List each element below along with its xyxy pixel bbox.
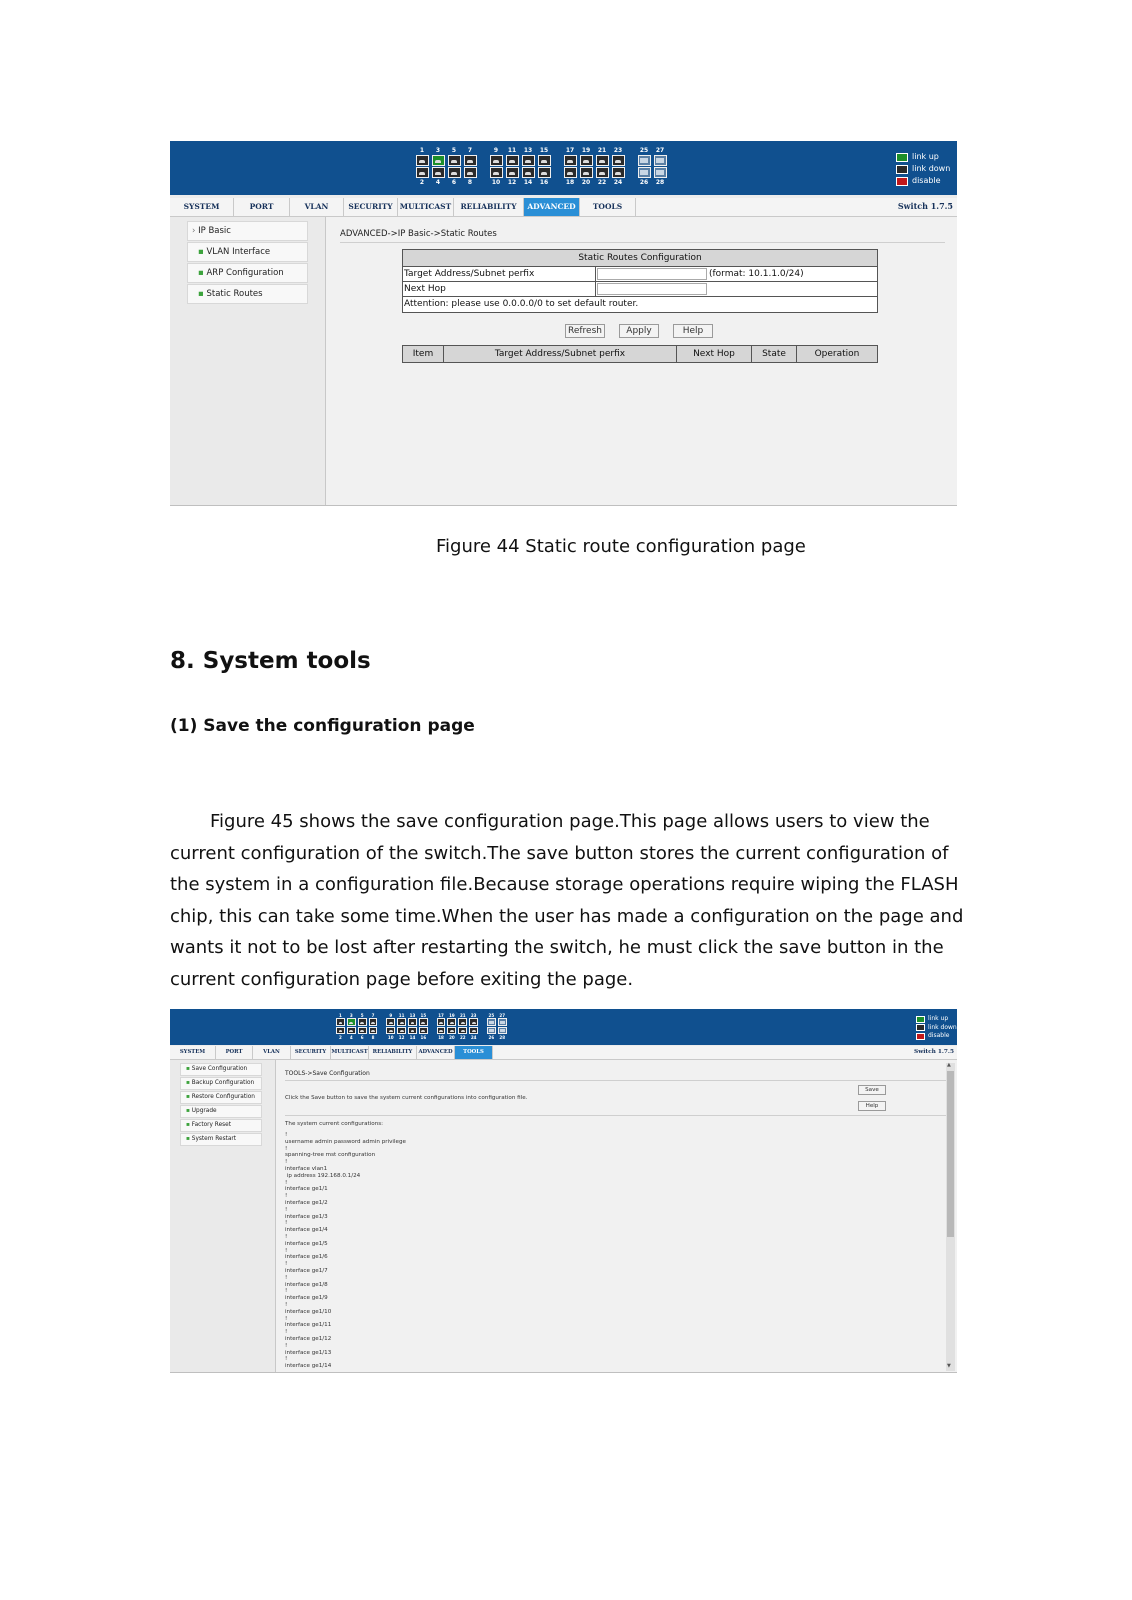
port-icon-row <box>414 167 478 179</box>
legend-link-up: link up <box>928 1015 949 1022</box>
bullet-icon: ▪ <box>186 1094 192 1100</box>
port-number: 19 <box>581 147 591 154</box>
port-link-down-icon[interactable] <box>654 167 667 178</box>
figure-44-caption: Figure 44 Static route configuration page <box>436 536 806 557</box>
config-header: The system current configurations: <box>285 1121 384 1127</box>
tab-vlan[interactable]: VLAN <box>290 198 344 216</box>
column-next-hop: Next Hop <box>677 346 752 362</box>
sidebar-item-ip-basic[interactable] <box>187 221 308 241</box>
port-number: 20 <box>449 1034 455 1040</box>
port-number: 16 <box>420 1034 427 1040</box>
port-link-down-icon[interactable] <box>358 1027 367 1034</box>
bullet-icon: ▪ <box>186 1080 192 1086</box>
port-group <box>488 147 552 187</box>
breadcrumb: ADVANCED->IP Basic->Static Routes <box>340 229 497 239</box>
port-number: 4 <box>349 1034 353 1040</box>
version-label: Switch 1.7.5 <box>897 201 953 211</box>
port-link-down-icon[interactable] <box>358 1018 367 1025</box>
port-number-row <box>414 147 478 155</box>
legend-disable: disable <box>928 1032 950 1039</box>
port-number: 25 <box>639 147 649 154</box>
sidebar-item-arp-configuration[interactable] <box>187 263 308 283</box>
port-icon-row <box>385 1027 429 1035</box>
tab-security[interactable]: SECURITY <box>344 198 398 216</box>
port-number: 11 <box>398 1013 405 1018</box>
legend-link-up: link up <box>912 152 939 161</box>
port-number-row <box>486 1035 508 1040</box>
port-number: 3 <box>435 147 441 154</box>
port-number-row <box>562 179 626 187</box>
tab-system[interactable]: SYSTEM <box>170 1046 216 1059</box>
column-target-address: Target Address/Subnet perfix <box>444 346 677 362</box>
sidebar-item-vlan-interface[interactable] <box>187 242 308 262</box>
port-number: 25 <box>488 1013 495 1018</box>
port-panel-header <box>170 1009 957 1045</box>
port-link-down-icon[interactable] <box>336 1027 345 1034</box>
port-icon-row <box>385 1018 429 1026</box>
port-number: 19 <box>449 1013 455 1018</box>
port-number: 2 <box>419 179 425 186</box>
tab-reliability[interactable]: RELIABILITY <box>369 1046 417 1059</box>
port-link-down-icon[interactable] <box>596 167 609 178</box>
port-number: 8 <box>467 179 473 186</box>
port-number: 15 <box>420 1013 427 1018</box>
bullet-icon: ▪ <box>186 1066 192 1072</box>
port-icon-row <box>562 167 626 179</box>
port-number: 5 <box>360 1013 364 1018</box>
breadcrumb: TOOLS->Save Configuration <box>285 1070 370 1077</box>
port-link-down-icon[interactable] <box>464 167 477 178</box>
paragraph-line: wants it not to be lost after restarting the switch, he must click the save button in the <box>170 937 944 958</box>
port-number: 12 <box>507 179 517 186</box>
port-number-row <box>488 147 552 155</box>
sidebar-item-label: Upgrade <box>191 1108 217 1114</box>
tab-security[interactable]: SECURITY <box>291 1046 331 1059</box>
port-number: 6 <box>360 1034 364 1040</box>
next-hop-label: Next Hop <box>404 284 446 294</box>
port-link-down-icon[interactable] <box>369 1027 378 1034</box>
port-number: 27 <box>499 1013 506 1018</box>
port-link-down-icon[interactable] <box>347 1027 356 1034</box>
label-divider <box>595 267 596 281</box>
paragraph-line: current configuration of the switch.The save button stores the current configuration of <box>170 842 949 864</box>
port-number: 17 <box>565 147 575 154</box>
static-routes-list-header <box>402 345 878 363</box>
port-link-down-icon[interactable] <box>437 1018 446 1025</box>
legend-link-down: link down <box>912 164 951 173</box>
current-configuration-text: ! username admin password admin privilege ! spanning-tree mst configuration ! interface vlan1 ip address 192.168.0.1/24 ! interface ge1/1 ! interface ge1/2 ! interface ge1/3 ! interface ge1/4 ! interface ge1/5 ! interface ge1/6 ! interface ge1/7 ! interface ge1/8 ! interface ge1/9 ! interface ge1/10 ! interface ge1/11 ! interface ge1/12 ! interface ge1/13 ! interface ge1/14 <box>285 1132 406 1370</box>
link-up-icon <box>916 1016 925 1023</box>
tab-system[interactable]: SYSTEM <box>170 198 234 216</box>
attention-note: Attention: please use 0.0.0.0/0 to set default router. <box>404 299 639 309</box>
port-number: 18 <box>565 179 575 186</box>
sidebar-item-label: System Restart <box>191 1136 237 1142</box>
port-link-down-icon[interactable] <box>458 1018 467 1025</box>
port-number: 9 <box>493 147 499 154</box>
port-link-down-icon[interactable] <box>522 155 535 166</box>
link-down-icon <box>916 1024 925 1031</box>
port-number: 28 <box>655 179 665 186</box>
bullet-icon: ▪ <box>198 247 207 257</box>
port-number: 18 <box>438 1034 444 1040</box>
sidebar-item-label: Factory Reset <box>191 1122 231 1128</box>
port-icon-row <box>488 167 552 179</box>
port-number: 20 <box>581 179 591 186</box>
port-link-down-icon[interactable] <box>448 167 461 178</box>
port-legend <box>896 151 950 187</box>
port-number: 2 <box>339 1034 342 1040</box>
bullet-icon: ▪ <box>198 268 207 278</box>
port-number-row <box>414 179 478 187</box>
bullet-icon: ▪ <box>198 289 207 299</box>
sidebar-item-label: VLAN Interface <box>206 247 271 257</box>
port-link-down-icon[interactable] <box>447 1018 456 1025</box>
port-number: 15 <box>539 147 549 154</box>
port-number: 6 <box>451 179 457 186</box>
apply-button[interactable]: Apply <box>619 324 659 338</box>
port-icon-row <box>562 155 626 167</box>
tab-port[interactable]: PORT <box>216 1046 253 1059</box>
port-link-up-icon[interactable] <box>347 1018 356 1025</box>
tab-multicast[interactable]: MULTICAST <box>398 198 454 216</box>
port-icon-row <box>335 1027 379 1035</box>
tab-tools[interactable]: TOOLS <box>455 1046 493 1059</box>
subsection-heading: (1) Save the configuration page <box>170 716 475 736</box>
sidebar-item-backup-configuration[interactable] <box>180 1077 262 1090</box>
port-number: 13 <box>409 1013 416 1018</box>
port-number: 1 <box>339 1013 342 1018</box>
port-number-row <box>436 1035 480 1040</box>
column-state: State <box>752 346 797 362</box>
port-link-down-icon[interactable] <box>386 1027 395 1034</box>
bullet-icon: ▪ <box>186 1136 192 1142</box>
port-link-down-icon[interactable] <box>469 1018 478 1025</box>
sidebar-item-label: Backup Configuration <box>191 1080 255 1086</box>
port-number: 24 <box>470 1034 477 1040</box>
sidebar-item-static-routes[interactable] <box>187 284 308 304</box>
disable-icon <box>916 1033 925 1040</box>
port-link-down-icon[interactable] <box>638 155 651 166</box>
sidebar-item-label: Save Configuration <box>191 1066 248 1072</box>
legend-disable: disable <box>912 176 941 185</box>
port-link-down-icon[interactable] <box>498 1027 507 1034</box>
port-number: 7 <box>467 147 473 154</box>
port-link-down-icon[interactable] <box>506 167 519 178</box>
port-link-down-icon[interactable] <box>464 155 477 166</box>
port-link-down-icon[interactable] <box>437 1027 446 1034</box>
port-number: 9 <box>389 1013 393 1018</box>
link-down-icon <box>896 165 908 174</box>
port-number: 21 <box>459 1013 466 1018</box>
tab-advanced[interactable]: ADVANCED <box>524 198 580 216</box>
port-icon-row <box>414 155 478 167</box>
save-instruction: Click the Save button to save the system current configurations into configuration file. <box>285 1095 528 1101</box>
body-paragraph <box>170 806 963 995</box>
main-nav-tabs <box>170 198 957 217</box>
port-link-down-icon[interactable] <box>408 1027 417 1034</box>
legend-link-down: link down <box>928 1023 957 1031</box>
config-table-title: Static Routes Configuration <box>403 250 877 267</box>
port-icon-row <box>486 1027 508 1035</box>
port-link-down-icon[interactable] <box>612 155 625 166</box>
port-link-down-icon[interactable] <box>408 1018 417 1025</box>
version-label: Switch 1.7.5 <box>914 1049 954 1055</box>
port-number: 23 <box>613 147 623 154</box>
bullet-icon: ▪ <box>186 1108 192 1114</box>
port-number-row <box>636 147 668 155</box>
port-number: 14 <box>523 179 533 186</box>
port-number: 23 <box>470 1013 477 1018</box>
port-number-row <box>562 147 626 155</box>
port-link-down-icon[interactable] <box>506 155 519 166</box>
port-number: 28 <box>499 1034 506 1040</box>
tab-vlan[interactable]: VLAN <box>253 1046 291 1059</box>
port-link-down-icon[interactable] <box>538 155 551 166</box>
port-group <box>436 1013 480 1040</box>
column-item: Item <box>403 346 444 362</box>
paragraph-line: current configuration page before exiting the page. <box>170 968 634 990</box>
port-number-row <box>488 179 552 187</box>
port-number-row <box>636 179 668 187</box>
port-icon-row <box>486 1018 508 1026</box>
tab-port[interactable]: PORT <box>234 198 290 216</box>
static-routes-config-table <box>402 249 878 313</box>
save-button[interactable]: Save <box>858 1085 886 1095</box>
port-group <box>562 147 626 187</box>
port-icon-row <box>436 1018 480 1026</box>
port-icon-row <box>636 155 668 167</box>
scrollbar-thumb[interactable] <box>947 1071 954 1237</box>
port-number: 4 <box>435 179 441 186</box>
format-hint: (format: 10.1.1.0/24) <box>709 269 804 279</box>
port-number: 1 <box>419 147 425 154</box>
breadcrumb-divider <box>340 242 945 243</box>
port-number-row <box>335 1035 379 1040</box>
port-number: 10 <box>491 179 501 186</box>
port-icon-row <box>436 1027 480 1035</box>
port-number: 13 <box>523 147 533 154</box>
port-group <box>486 1013 508 1040</box>
port-link-up-icon[interactable] <box>432 155 445 166</box>
label-divider <box>595 282 596 296</box>
sidebar-item-label: Static Routes <box>206 289 263 299</box>
port-number-row <box>385 1035 429 1040</box>
port-link-down-icon[interactable] <box>522 167 535 178</box>
port-link-down-icon[interactable] <box>458 1027 467 1034</box>
sidebar-item-label: ARP Configuration <box>206 268 284 278</box>
tab-multicast[interactable]: MULTICAST <box>331 1046 369 1059</box>
attention-row <box>403 297 877 311</box>
sidebar-item-restore-configuration[interactable] <box>180 1091 262 1104</box>
port-number: 3 <box>349 1013 353 1018</box>
port-number: 21 <box>597 147 607 154</box>
port-number: 7 <box>371 1013 375 1018</box>
port-link-down-icon[interactable] <box>336 1018 345 1025</box>
port-number: 22 <box>459 1034 466 1040</box>
port-number: 27 <box>655 147 665 154</box>
next-hop-input[interactable] <box>597 283 707 295</box>
port-status-panel <box>414 147 678 187</box>
port-link-down-icon[interactable] <box>432 167 445 178</box>
port-link-down-icon[interactable] <box>416 155 429 166</box>
port-link-down-icon[interactable] <box>447 1027 456 1034</box>
main-nav-tabs <box>170 1046 957 1060</box>
port-number: 16 <box>539 179 549 186</box>
port-number: 12 <box>398 1034 405 1040</box>
port-link-down-icon[interactable] <box>596 155 609 166</box>
port-number: 14 <box>409 1034 416 1040</box>
port-group <box>636 147 668 187</box>
port-link-down-icon[interactable] <box>564 167 577 178</box>
port-link-down-icon[interactable] <box>448 155 461 166</box>
refresh-button[interactable]: Refresh <box>565 324 605 338</box>
port-link-down-icon[interactable] <box>538 167 551 178</box>
port-link-down-icon[interactable] <box>487 1027 496 1034</box>
sidebar-item-upgrade[interactable] <box>180 1105 262 1118</box>
port-number: 26 <box>639 179 649 186</box>
section-divider <box>285 1115 946 1116</box>
port-link-down-icon[interactable] <box>416 167 429 178</box>
scroll-up-icon[interactable]: ▲ <box>947 1062 951 1068</box>
link-up-icon <box>896 153 908 162</box>
port-group <box>385 1013 429 1040</box>
port-link-down-icon[interactable] <box>369 1018 378 1025</box>
port-icon-row <box>636 167 668 179</box>
disable-icon <box>896 177 908 186</box>
next-hop-row <box>403 282 877 297</box>
bullet-icon: ▪ <box>186 1122 192 1128</box>
port-number: 8 <box>371 1034 375 1040</box>
paragraph-line: Figure 45 shows the save configuration page.This page allows users to view the <box>210 811 930 832</box>
port-number: 24 <box>613 179 623 186</box>
port-link-down-icon[interactable] <box>564 155 577 166</box>
paragraph-line: the system in a configuration file.Because storage operations require wiping the FLASH <box>170 874 959 895</box>
sidebar-item-label: Restore Configuration <box>191 1094 255 1100</box>
help-button[interactable]: Help <box>858 1101 886 1111</box>
port-status-panel <box>335 1013 514 1040</box>
help-button[interactable]: Help <box>673 324 713 338</box>
tab-reliability[interactable]: RELIABILITY <box>454 198 524 216</box>
sidebar-item-label: IP Basic <box>198 226 231 236</box>
port-icon-row <box>488 155 552 167</box>
port-link-down-icon[interactable] <box>580 167 593 178</box>
target-address-row <box>403 267 877 282</box>
breadcrumb-divider <box>285 1080 946 1081</box>
port-number: 5 <box>451 147 457 154</box>
target-address-label: Target Address/Subnet perfix <box>404 269 535 279</box>
port-group <box>335 1013 379 1040</box>
port-link-down-icon[interactable] <box>386 1018 395 1025</box>
port-link-down-icon[interactable] <box>490 167 503 178</box>
target-address-input[interactable] <box>597 268 707 280</box>
port-link-down-icon[interactable] <box>397 1027 406 1034</box>
port-link-down-icon[interactable] <box>654 155 667 166</box>
port-link-down-icon[interactable] <box>487 1018 496 1025</box>
port-legend <box>916 1015 957 1041</box>
port-link-down-icon[interactable] <box>580 155 593 166</box>
figure-45-screenshot <box>170 1009 957 1373</box>
scroll-down-icon[interactable]: ▼ <box>947 1363 951 1369</box>
port-link-down-icon[interactable] <box>419 1027 428 1034</box>
tab-tools[interactable]: TOOLS <box>580 198 636 216</box>
port-number: 10 <box>387 1034 394 1040</box>
port-number: 11 <box>507 147 517 154</box>
port-link-down-icon[interactable] <box>612 167 625 178</box>
tab-advanced[interactable]: ADVANCED <box>417 1046 455 1059</box>
section-heading: 8. System tools <box>170 648 371 674</box>
port-link-down-icon[interactable] <box>498 1018 507 1025</box>
port-group <box>414 147 478 187</box>
port-number: 26 <box>488 1034 495 1040</box>
port-link-down-icon[interactable] <box>638 167 651 178</box>
sidebar-item-save-configuration[interactable] <box>180 1063 262 1076</box>
port-number: 17 <box>438 1013 444 1018</box>
port-icon-row <box>335 1018 379 1026</box>
figure-44-screenshot <box>170 141 957 506</box>
sidebar-item-factory-reset[interactable] <box>180 1119 262 1132</box>
column-operation: Operation <box>814 349 860 359</box>
port-link-down-icon[interactable] <box>469 1027 478 1034</box>
port-link-down-icon[interactable] <box>490 155 503 166</box>
expand-arrow-icon: › <box>192 226 199 236</box>
port-link-down-icon[interactable] <box>419 1018 428 1025</box>
paragraph-line: chip, this can take some time.When the user has made a configuration on the page and <box>170 905 964 927</box>
sidebar-item-system-restart[interactable] <box>180 1133 262 1146</box>
port-link-down-icon[interactable] <box>397 1018 406 1025</box>
port-number: 22 <box>597 179 607 186</box>
